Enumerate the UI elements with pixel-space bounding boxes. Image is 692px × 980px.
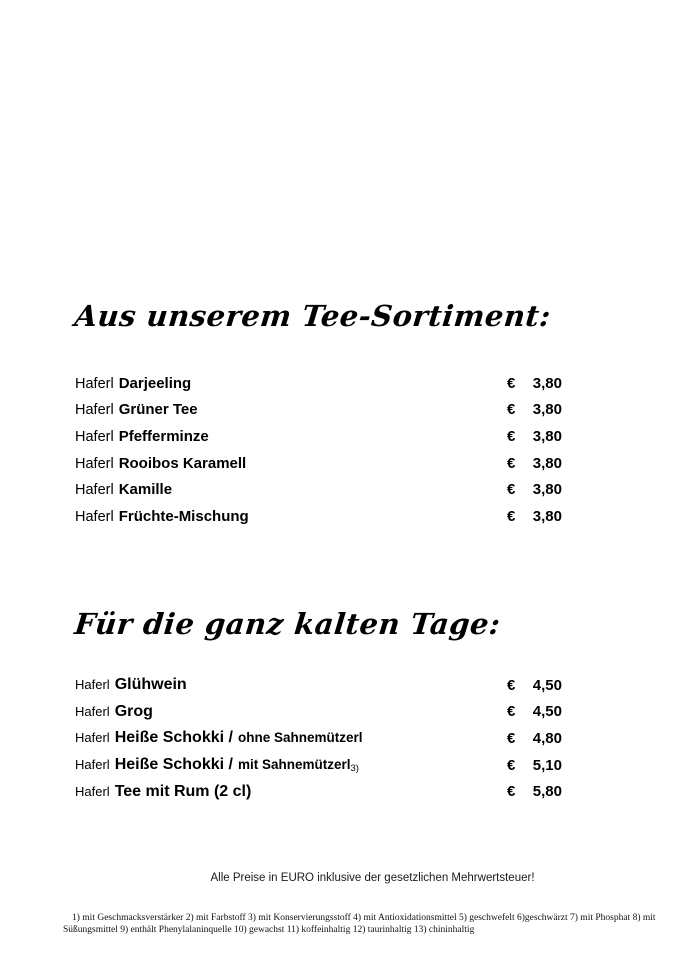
- price-value: 3,80: [532, 454, 562, 472]
- menu-item-prefix: Haferl: [75, 482, 114, 499]
- menu-item-price: [507, 783, 562, 800]
- menu-item-prefix: Haferl: [75, 783, 110, 799]
- menu-item-price: [507, 428, 562, 445]
- euro-sign: €: [507, 756, 516, 774]
- menu-item-label: [75, 756, 359, 774]
- menu-item-prefix: Haferl: [75, 757, 110, 773]
- price-value: 3,80: [532, 401, 562, 419]
- menu-item-label: [75, 783, 251, 801]
- menu-item-label: [75, 401, 198, 418]
- price-value: 3,80: [532, 427, 562, 445]
- footnotes-line-1: 1) mit Geschmacksverstärker 2) mit Farbstoff 3) mit Konservierungsstoff 4) mit Antioxidationsmittel 5) geschwefelt 6)geschwärzt 7) mit Phosphat 8) mit: [72, 913, 656, 923]
- menu-item-name: Früchte-Mischung: [118, 507, 249, 525]
- footnotes-line-2: Süßungsmittel 9) enthält Phenylalaninquelle 10) gewachst 11) koffeinhaltig 12) taurinhaltig 13) chininhaltig: [63, 924, 475, 935]
- euro-sign: €: [507, 783, 516, 801]
- menu-item-prefix: Haferl: [75, 508, 114, 525]
- menu-item-label: [75, 375, 191, 392]
- menu-item-name: Pfefferminze: [118, 427, 209, 445]
- euro-sign: €: [507, 401, 516, 419]
- price-value: 3,80: [532, 481, 562, 499]
- euro-sign: €: [507, 729, 516, 747]
- menu-item-prefix: Haferl: [75, 677, 110, 693]
- menu-item-price: [507, 677, 562, 694]
- euro-sign: €: [507, 676, 516, 694]
- menu-item-row: [75, 672, 562, 699]
- menu-item-price: [507, 730, 562, 747]
- menu-item-prefix: Haferl: [75, 402, 114, 419]
- menu-item-name: Glühwein: [114, 676, 187, 694]
- menu-item-prefix: Haferl: [75, 730, 110, 746]
- euro-sign: €: [507, 374, 516, 392]
- menu-item-label: [75, 455, 246, 472]
- menu-item-label: [75, 703, 153, 721]
- price-value: 3,80: [532, 507, 562, 525]
- menu-item-label: [75, 428, 209, 445]
- menu-item-label: [75, 508, 249, 525]
- menu-item-name: Heiße Schokki /: [114, 729, 233, 747]
- menu-item-price: [507, 508, 562, 525]
- section-heading-cold-days: Für die ganz kalten Tage:: [73, 607, 503, 641]
- menu-item-price: [507, 401, 562, 418]
- vat-note: Alle Preise in EURO inklusive der gesetzlichen Mehrwertsteuer!: [210, 872, 535, 884]
- menu-item-name: Grüner Tee: [118, 401, 198, 419]
- menu-item-prefix: Haferl: [75, 703, 110, 719]
- section-heading-tea: Aus unserem Tee-Sortiment:: [73, 299, 553, 333]
- price-value: 5,80: [532, 783, 562, 801]
- menu-item-row: [75, 725, 562, 752]
- euro-sign: €: [507, 427, 516, 445]
- menu-item-row: [75, 476, 562, 503]
- menu-item-label: [75, 729, 362, 747]
- menu-item-price: [507, 703, 562, 720]
- euro-sign: €: [507, 454, 516, 472]
- menu-item-variant: ohne Sahnemützerl: [237, 730, 363, 746]
- price-value: 5,10: [532, 756, 562, 774]
- menu-item-row: [75, 778, 562, 805]
- menu-item-price: [507, 481, 562, 498]
- menu-item-name: Darjeeling: [118, 374, 192, 392]
- menu-item-price: [507, 375, 562, 392]
- tea-items-list: [75, 370, 562, 530]
- price-value: 4,50: [532, 703, 562, 721]
- menu-item-price: [507, 455, 562, 472]
- menu-item-row: [75, 503, 562, 530]
- menu-item-row: [75, 752, 562, 779]
- euro-sign: €: [507, 481, 516, 499]
- menu-item-row: [75, 423, 562, 450]
- footnote-reference: 3): [350, 763, 359, 775]
- menu-item-name: Grog: [114, 702, 153, 720]
- menu-item-name: Tee mit Rum (2 cl): [114, 782, 252, 800]
- menu-item-price: [507, 757, 562, 774]
- menu-item-name: Heiße Schokki /: [114, 756, 233, 774]
- menu-item-name: Rooibos Karamell: [118, 454, 247, 472]
- euro-sign: €: [507, 507, 516, 525]
- hot-drinks-items-list: [75, 672, 562, 805]
- menu-item-label: [75, 481, 172, 498]
- menu-item-name: Kamille: [118, 481, 173, 499]
- menu-item-row: [75, 397, 562, 424]
- menu-item-row: [75, 450, 562, 477]
- price-value: 3,80: [532, 374, 562, 392]
- price-value: 4,80: [532, 729, 562, 747]
- menu-item-variant: mit Sahnemützerl: [237, 757, 351, 773]
- menu-item-prefix: Haferl: [75, 428, 114, 445]
- menu-item-row: [75, 699, 562, 726]
- menu-item-prefix: Haferl: [75, 455, 114, 472]
- additives-footnotes: [63, 913, 671, 936]
- menu-item-label: [75, 676, 187, 694]
- euro-sign: €: [507, 703, 516, 721]
- menu-item-row: [75, 370, 562, 397]
- price-value: 4,50: [532, 676, 562, 694]
- menu-item-prefix: Haferl: [75, 375, 114, 392]
